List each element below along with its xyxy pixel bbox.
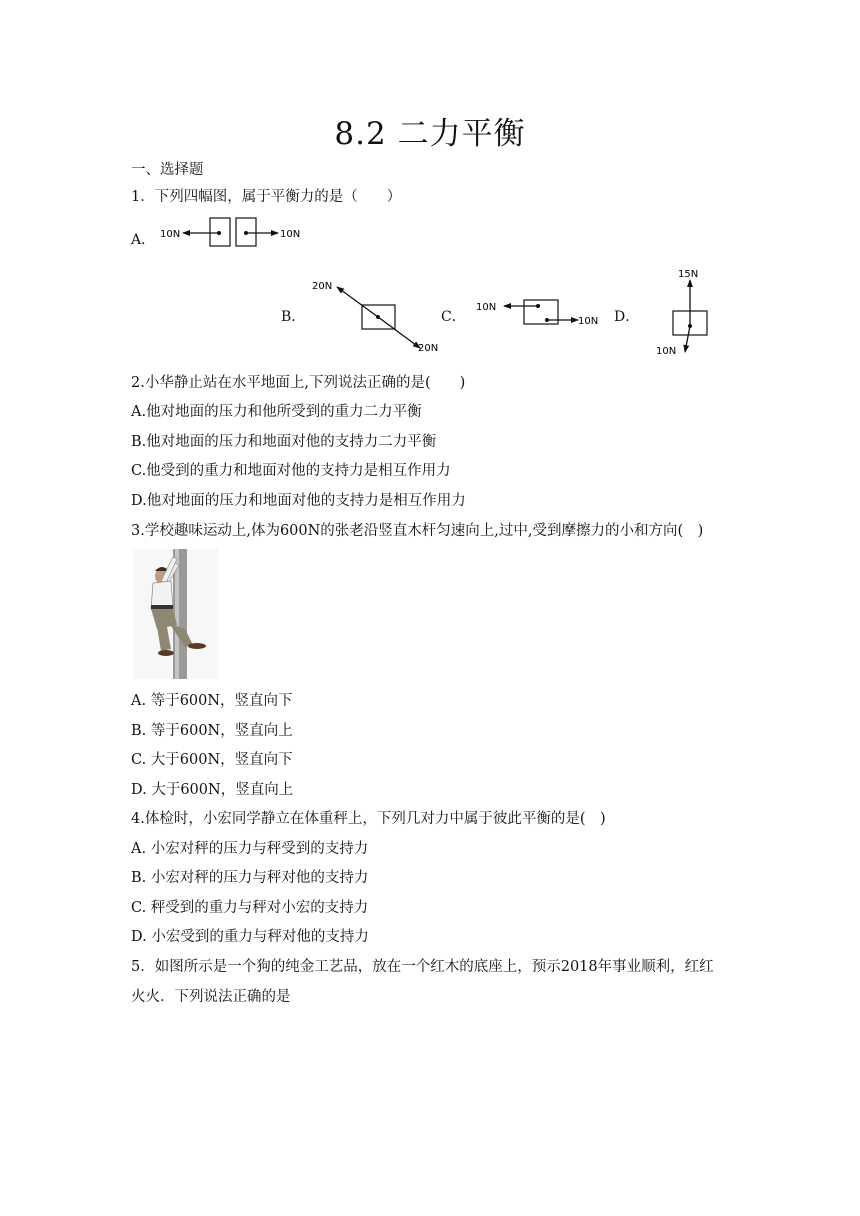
q1d-top-force-label: 15N	[678, 269, 699, 280]
q1c-left-force-label: 10N	[476, 302, 497, 313]
q1-figure-d	[650, 266, 720, 356]
q2-option-a: A.他对地面的压力和他所受到的重力二力平衡	[131, 404, 422, 420]
q1d-bottom-force-label: 10N	[656, 346, 677, 356]
q1-figure-c	[474, 294, 604, 334]
q3-option-d: D. 大于600N，竖直向上	[131, 782, 294, 798]
q1b-top-force-label: 20N	[312, 281, 333, 292]
q2-option-b: B.他对地面的压力和地面对他的支持力二力平衡	[131, 434, 437, 450]
question-2-stem: 2.小华静止站在水平地面上,下列说法正确的是( )	[131, 375, 466, 391]
q4-option-a: A. 小宏对秤的压力与秤受到的支持力	[131, 841, 369, 857]
q1b-bottom-force-label: 20N	[418, 343, 439, 354]
q1a-right-force-label: 10N	[280, 229, 301, 240]
section-heading: 一、选择题	[131, 162, 204, 178]
q3-option-b: B. 等于600N，竖直向上	[131, 723, 293, 739]
question-1-stem: 1．下列四幅图，属于平衡力的是（ ）	[131, 189, 402, 205]
pole-climber-photo	[133, 549, 218, 679]
question-3-stem: 3.学校趣味运动上,体为600N的张老沿竖直木杆匀速向上,过中,受到摩擦力的小和方向( )	[131, 523, 704, 539]
q1-figure-b	[308, 276, 443, 356]
q4-option-c: C. 秤受到的重力与秤对小宏的支持力	[131, 900, 369, 916]
question-5-stem-line-1: 5．如图所示是一个狗的纯金工艺品，放在一个红木的底座上，预示2018年事业顺利，红红	[131, 959, 714, 975]
q4-option-b: B. 小宏对秤的压力与秤对他的支持力	[131, 870, 369, 886]
q3-option-c: C. 大于600N，竖直向下	[131, 752, 293, 768]
q1-figure-a	[158, 212, 308, 254]
q2-option-c: C.他受到的重力和地面对他的支持力是相互作用力	[131, 463, 451, 479]
q1-option-a-label: A．	[131, 232, 156, 248]
q1-option-c-label: C．	[441, 309, 466, 325]
q1c-right-force-label: 10N	[578, 316, 599, 327]
q1-option-b-label: B．	[281, 309, 306, 325]
q1a-left-force-label: 10N	[160, 229, 181, 240]
q3-option-a: A. 等于600N，竖直向下	[131, 693, 293, 709]
question-4-stem: 4.体检时，小宏同学静立在体重秤上，下列几对力中属于彼此平衡的是( )	[131, 811, 606, 827]
q1-option-d-label: D．	[614, 309, 640, 325]
q4-option-d: D. 小宏受到的重力与秤对他的支持力	[131, 929, 369, 945]
question-5-stem-line-2: 火火．下列说法正确的是	[131, 989, 291, 1005]
q2-option-d: D.他对地面的压力和地面对他的支持力是相互作用力	[131, 493, 466, 509]
page-title: 8.2 二力平衡	[334, 116, 526, 152]
